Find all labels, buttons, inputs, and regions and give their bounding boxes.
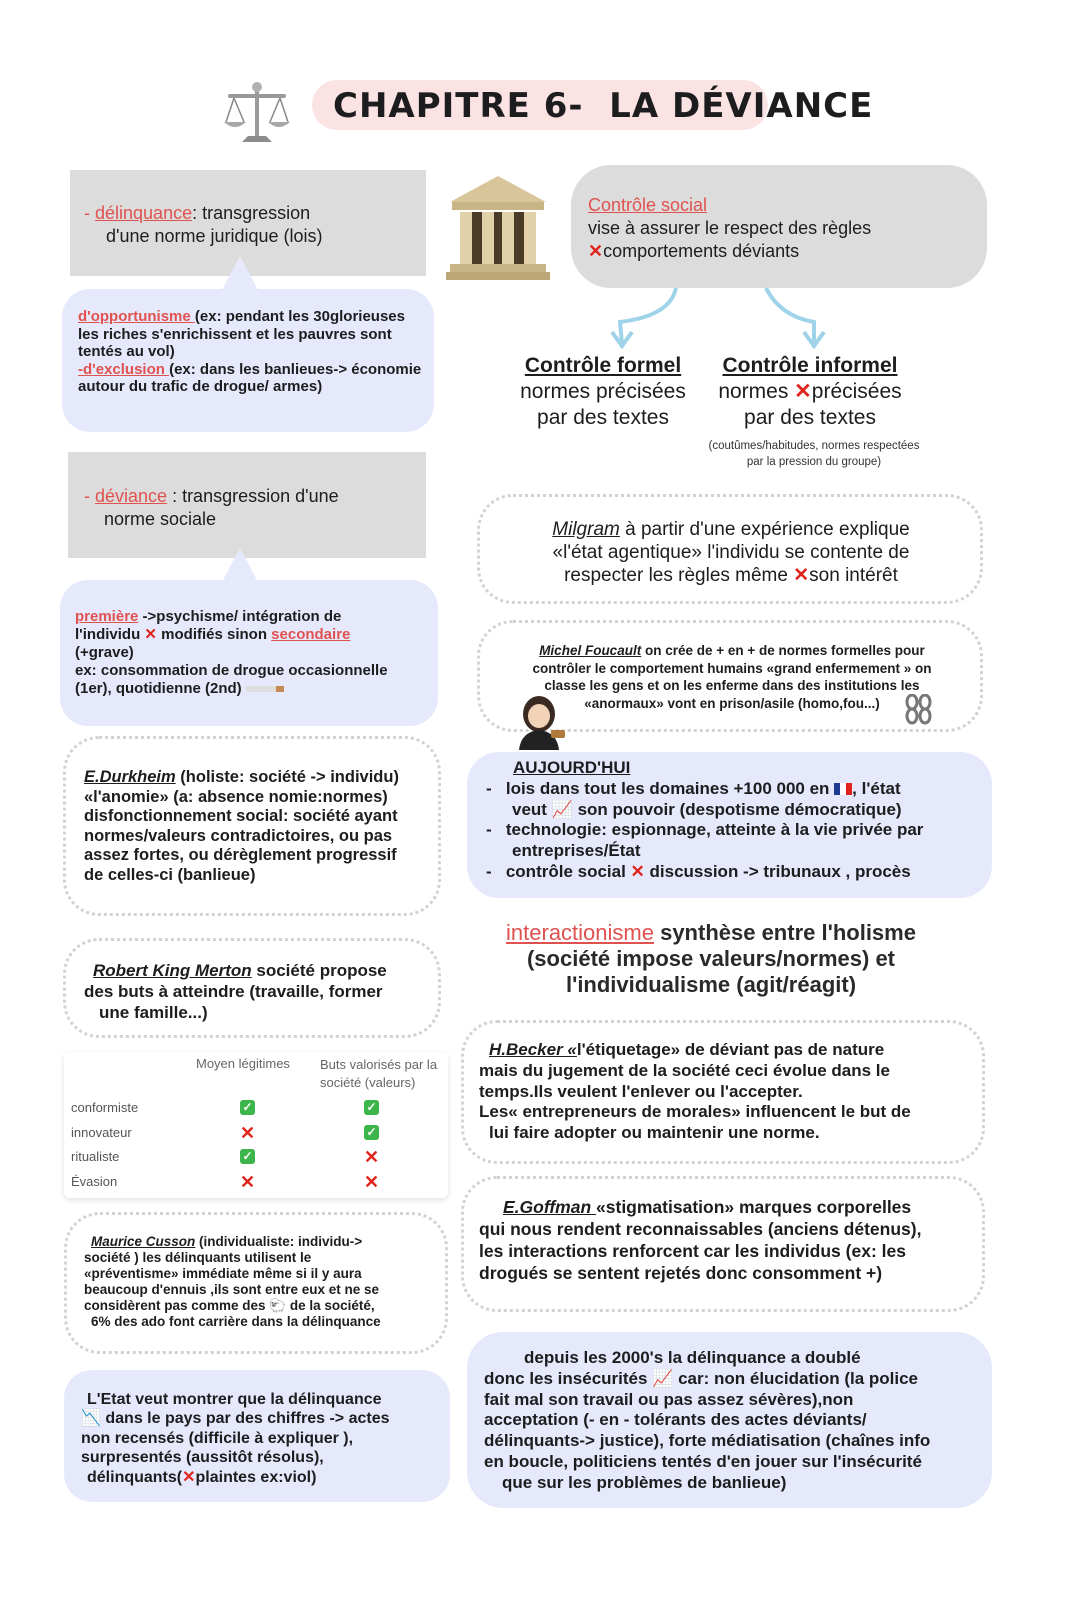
- becker-text: H.Becker «l'étiquetage» de déviant pas de nature mais du jugement de la société ceci évolue dans le temps.Ils veulent l'enlever ou l'accepter. Les« entrepreneurs de morales» influencent le but de lui faire adopter ou maintenir une norme.: [479, 1040, 911, 1143]
- judge-icon: [515, 694, 567, 750]
- courthouse-icon: [446, 172, 550, 282]
- merton-col-buts: Buts valorisés par la société (valeurs): [320, 1057, 438, 1090]
- check-icon: ✓: [240, 1147, 255, 1165]
- cross-icon: ✕: [630, 861, 645, 881]
- chains-icon: [902, 694, 934, 726]
- etat-text: L'Etat veut montrer que la délinquance 📉 dans le pays par des chiffres -> actes non recensés (difficile à expliquer ), surpresentés (aussitôt résolus), délinquants(✕plaintes ex:viol): [81, 1391, 390, 1486]
- merton-table: [64, 1052, 448, 1198]
- delinquance-types-text: d'opportunisme (ex: pendant les 30glorieuses les riches s'enrichissent et les pauvres sont tentés au vol) -d'exclusion (ex: dans les banlieues-> économie autour du trafic de drogue/ armes): [78, 308, 422, 395]
- france-flag-icon: [834, 783, 852, 795]
- cusson-text: Maurice Cusson (individualiste: individu-> société ) les délinquants utilisent le «préventisme» immédiate même si il y aura beaucoup d'ennuis ,ils sont entre eux et ne se considèrent pas comme des 🐑 de la société, 6% des ado font carrière dans la délinquance: [84, 1234, 381, 1329]
- bubble-pointer: [222, 548, 258, 582]
- sheep-icon: 🐑: [269, 1298, 287, 1313]
- cross-icon: ✕: [182, 1468, 196, 1486]
- aujourdhui-title: AUJOURD'HUI: [513, 758, 631, 777]
- interactionnisme-text: interactionisme synthèse entre l'holisme (société impose valeurs/normes) et l'individualisme (agit/réagit): [506, 920, 916, 997]
- controle-formel: Contrôle formel normes précisées par des textes: [520, 354, 686, 429]
- deviance-types-text: première ->psychisme/ intégration de l'individu ✕ modifiés sinon secondaire (+grave) ex: consommation de drogue occasionnelle (1er), quotidienne (2nd): [75, 608, 388, 697]
- arrows-icon: [600, 286, 840, 350]
- check-icon: ✓: [364, 1123, 379, 1141]
- controle-informel: Contrôle informel normes ✕précisées par des textes: [718, 354, 902, 429]
- cross-icon: ✕: [364, 1147, 380, 1167]
- chart-up-icon: 📈: [551, 799, 573, 819]
- cross-icon: ✕: [364, 1171, 380, 1192]
- cross-icon: ✕: [793, 565, 810, 586]
- merton-col-moyens: Moyen légitimes: [196, 1056, 290, 1071]
- chart-down-icon: 📉: [81, 1410, 101, 1428]
- cross-icon: ✕: [794, 380, 812, 403]
- merton-row-label: conformiste: [71, 1100, 139, 1115]
- merton-table-row: [64, 1147, 448, 1169]
- merton-table-row: [64, 1172, 448, 1194]
- merton-text: Robert King Merton société propose des buts à atteindre (travaille, former une famille...): [84, 961, 387, 1022]
- controle-informel-note: (coutûmes/habitudes, normes respectées par la pression du groupe): [708, 440, 920, 468]
- check-icon: ✓: [364, 1098, 379, 1116]
- deviance-definition: - déviance : transgression d'une norme sociale: [84, 486, 339, 529]
- cross-icon: ✕: [144, 626, 157, 643]
- controle-social-text: Contrôle social vise à assurer le respect des règles ✕comportements déviants: [588, 195, 872, 261]
- aujourdhui-text: AUJOURD'HUI - lois dans tout les domaines +100 000 en , l'état veut 📈 son pouvoir (despotisme démocratique) - technologie: espionnage, atteinte à la vie privée par entreprises/État - contrôle social ✕ discussion -> tribunaux , procès: [486, 758, 924, 881]
- foucault-text: Michel Foucault on crée de + en + de normes formelles pour contrôler le comportement humains «grand enfermement » on classe les gens et on les enferme dans des institutions les «anormaux» vont en prison/asile (homo,fou...): [532, 643, 932, 711]
- chart-up-icon: 📈: [652, 1368, 674, 1388]
- depuis-text: depuis les 2000's la délinquance a doublé donc les insécurités 📈 car: non élucidation (la police fait mal son travail ou pas assez sévères),non acceptation (- en - tolérants des actes déviants/ délinquants-> justice), forte médiatisation (chaînes info en boucle, politiciens tentés d'en jouer sur l'insécurité que sur les problèmes de banlieue): [484, 1348, 931, 1492]
- delinquance-term: délinquance: [95, 203, 193, 223]
- durkheim-text: E.Durkheim (holiste: société -> individu) «l'anomie» (a: absence nomie:normes) disfonctionnement social: société ayant normes/valeurs contradictoires, ou pas assez fortes, ou dérèglement progressif de celles-ci (banlieue): [84, 768, 399, 884]
- merton-row-label: innovateur: [71, 1124, 132, 1140]
- merton-table-row: [64, 1123, 448, 1145]
- deviance-term: déviance: [95, 486, 168, 506]
- bubble-pointer: [222, 256, 258, 290]
- merton-row-label: Évasion: [71, 1173, 118, 1189]
- cross-icon: ✕: [240, 1171, 256, 1192]
- cross-icon: ✕: [588, 241, 604, 261]
- page-title: CHAPITRE 6- LA DÉVIANCE: [333, 86, 874, 126]
- cigarette-icon: [246, 686, 284, 692]
- goffman-text: E.Goffman «stigmatisation» marques corporelles qui nous rendent reconnaissables (anciens détenus), les interactions renforcent car les individus (ex: les drogués se sentent rejetés donc consomment +): [479, 1197, 922, 1283]
- cross-icon: ✕: [240, 1122, 256, 1143]
- check-icon: ✓: [240, 1098, 255, 1116]
- milgram-text: Milgram à partir d'une expérience explique «l'état agentique» l'individu se contente de respecter les règles même ✕son intérêt: [552, 519, 910, 586]
- scales-icon: [222, 80, 292, 148]
- merton-table-row: [64, 1098, 448, 1120]
- merton-row-label: ritualiste: [71, 1149, 120, 1164]
- delinquance-definition: - délinquance: transgression d'une norme juridique (lois): [84, 203, 323, 246]
